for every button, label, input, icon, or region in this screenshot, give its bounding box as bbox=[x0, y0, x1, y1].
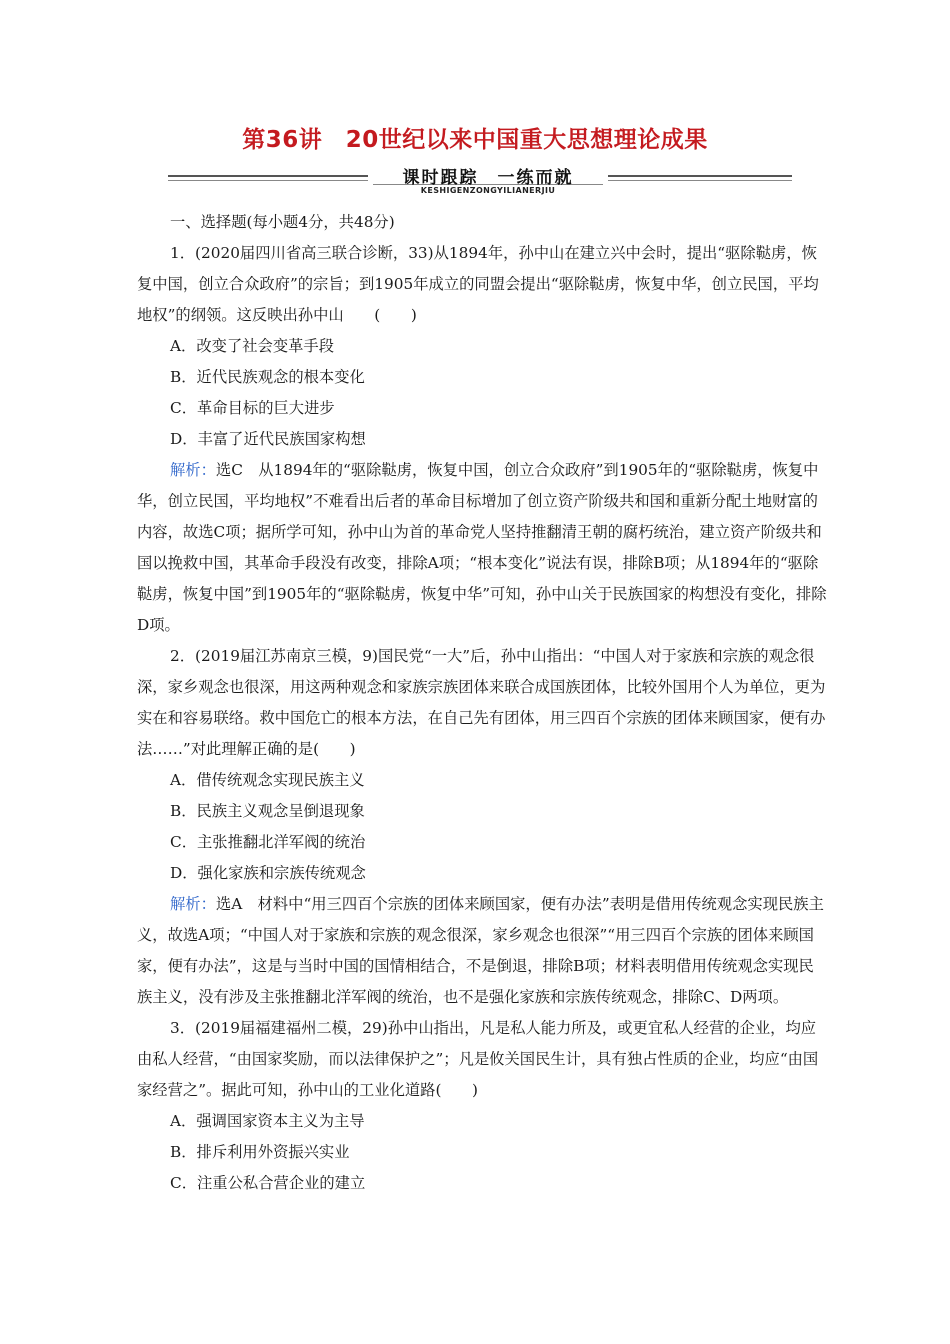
question-option: D．丰富了近代民族国家构想 bbox=[170, 430, 366, 448]
banner-subtitle: KESHIGENZONGYILIANERJIU bbox=[420, 186, 556, 195]
banner-rule-left bbox=[168, 175, 368, 177]
question-option: A．强调国家资本主义为主导 bbox=[170, 1112, 365, 1130]
analysis-label: 解析： bbox=[170, 461, 216, 479]
question-option: B．近代民族观念的根本变化 bbox=[170, 368, 365, 386]
section-banner bbox=[168, 163, 792, 203]
question-stem: 2．(2019届江苏南京三模，9)国民党“一大”后，孙中山指出：“中国人对于家族和宗族的观念很深，家乡观念也很深，用这两种观念和家族宗族团体来联合成国族团体，比较外国用个人为单位，更为实在和容易联络。救中国危亡的根本方法，在自己先有团体，用三四百个宗族的团体来顾国家，便有办法……”对此理解正确的是( ) bbox=[137, 647, 826, 758]
banner-rule-right bbox=[608, 175, 792, 177]
question-stem: 1．(2020届四川省高三联合诊断，33)从1894年，孙中山在建立兴中会时，提出“驱除鞑虏，恢复中国，创立合众政府”的宗旨；到1905年成立的同盟会提出“驱除鞑虏，恢复中华，创立民国，平均地权”的纲领。这反映出孙中山 ( ) bbox=[137, 244, 819, 324]
question-option: D．强化家族和宗族传统观念 bbox=[170, 864, 366, 882]
question-option: C．注重公私合营企业的建立 bbox=[170, 1174, 366, 1192]
banner-rule-right-thin bbox=[608, 180, 792, 181]
question-option: C．革命目标的巨大进步 bbox=[170, 399, 335, 417]
section-header: 一、选择题(每小题4分，共48分) bbox=[170, 213, 395, 231]
analysis-label: 解析： bbox=[170, 895, 216, 913]
analysis-text: 选C 从1894年的“驱除鞑虏，恢复中国，创立合众政府”到1905年的“驱除鞑虏，恢复中华，创立民国，平均地权”不难看出后者的革命目标增加了创立资产阶级共和国和重新分配土地财富的内容，故选C项；据所学可知，孙中山为首的革命党人坚持推翻清王朝的腐朽统治，建立资产阶级共和国以挽救中国，其革命手段没有改变，排除A项；“根本变化”说法有误，排除B项；从1894年的“驱除鞑虏，恢复中国”到1905年的“驱除鞑虏，恢复中华”可知，孙中山关于民族国家的构想没有变化，排除D项。 bbox=[137, 461, 827, 634]
document-body bbox=[137, 207, 827, 1199]
analysis-paragraph bbox=[137, 889, 827, 1013]
banner-title: 课时跟踪 一练而就 bbox=[402, 168, 574, 188]
question-option: B．排斥利用外资振兴实业 bbox=[170, 1143, 350, 1161]
question-option: B．民族主义观念呈倒退现象 bbox=[170, 802, 365, 820]
page-title: 第36讲 20世纪以来中国重大思想理论成果 bbox=[242, 127, 708, 153]
banner-rule-left-thin bbox=[168, 180, 368, 181]
question-option: C．主张推翻北洋军阀的统治 bbox=[170, 833, 366, 851]
analysis-paragraph bbox=[137, 455, 827, 641]
question-stem: 3．(2019届福建福州二模，29)孙中山指出，凡是私人能力所及，或更宜私人经营的企业，均应由私人经营，“由国家奖励，而以法律保护之”；凡是攸关国民生计，具有独占性质的企业，均应“由国家经营之”。据此可知，孙中山的工业化道路( ) bbox=[137, 1019, 819, 1099]
analysis-text: 选A 材料中“用三四百个宗族的团体来顾国家，便有办法”表明是借用传统观念实现民族主义，故选A项；“中国人对于家族和宗族的观念很深，家乡观念也很深”“用三四百个宗族的团体来顾国家，便有办法”，这是与当时中国的国情相结合，不是倒退，排除B项；材料表明借用传统观念实现民族主义，没有涉及主张推翻北洋军阀的统治，也不是强化家族和宗族传统观念，排除C、D两项。 bbox=[137, 895, 824, 1006]
question-option: A．改变了社会变革手段 bbox=[170, 337, 335, 355]
question-option: A．借传统观念实现民族主义 bbox=[170, 771, 365, 789]
